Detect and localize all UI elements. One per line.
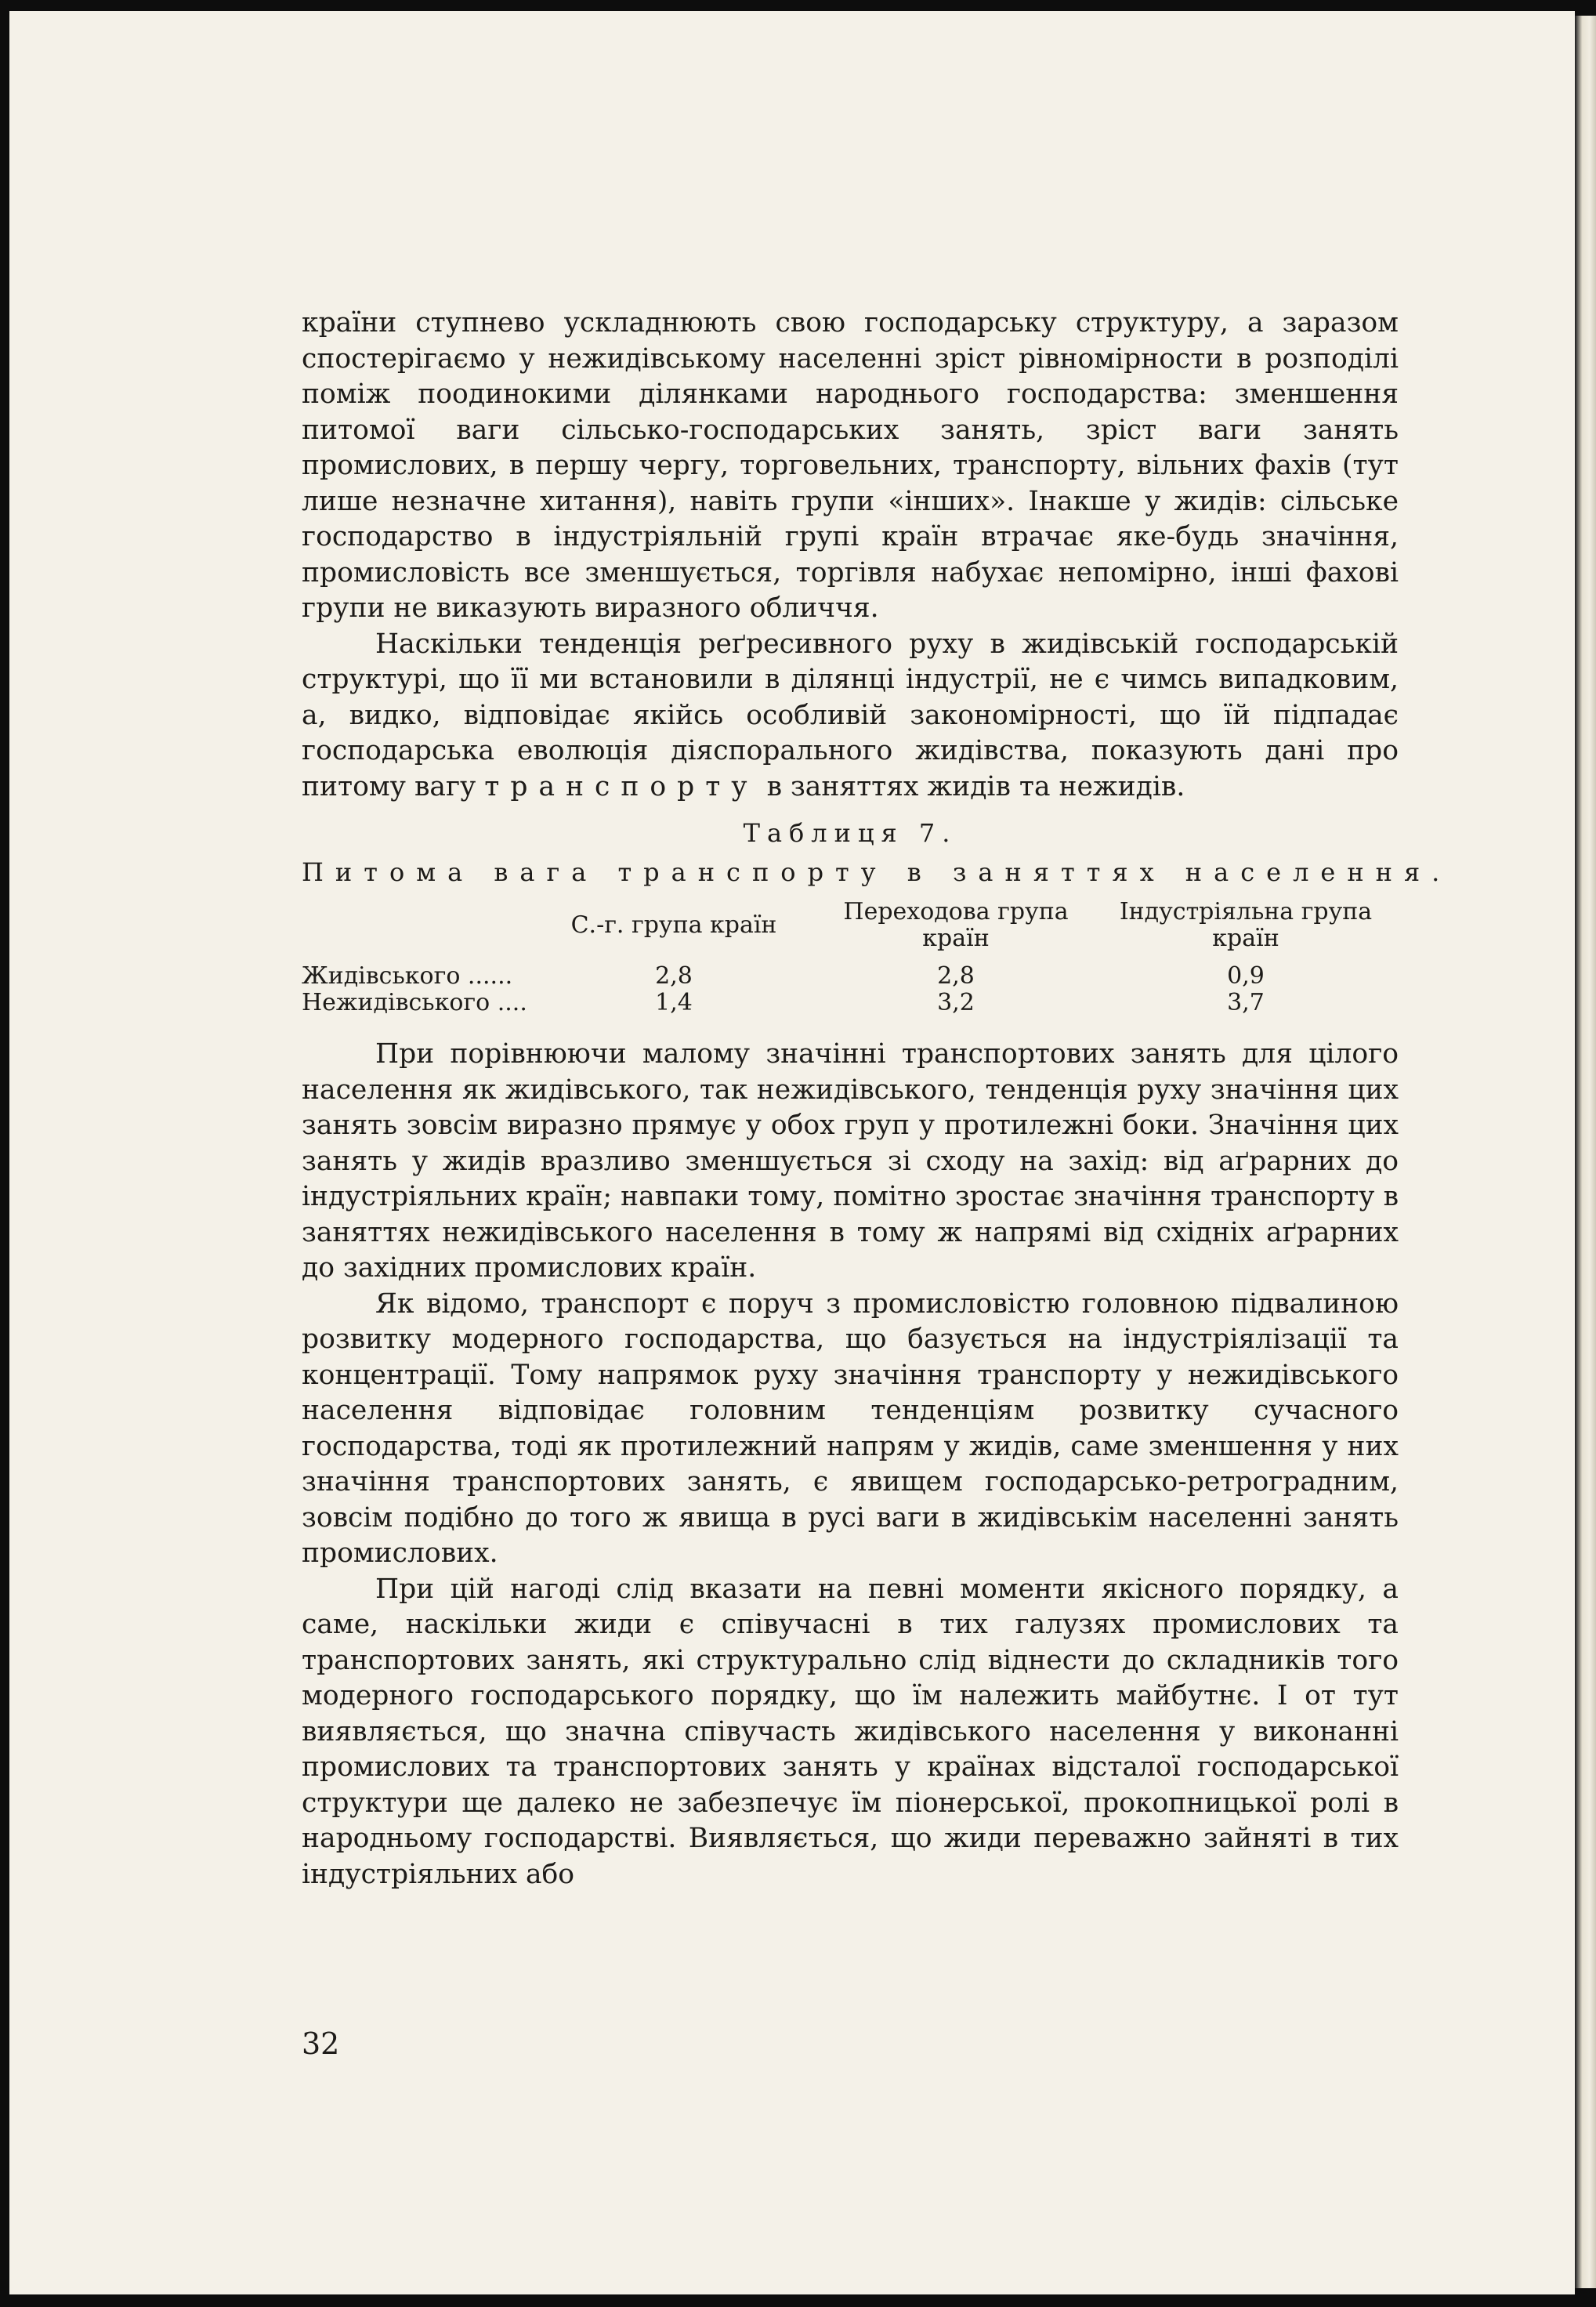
table-corner — [302, 899, 537, 963]
table-row — [302, 963, 1391, 990]
table-title: Таблиця 7. — [743, 818, 957, 848]
table-cell: 0,9 — [1227, 962, 1265, 990]
column-header-agrarian: С.-г. група країн — [570, 911, 777, 939]
paragraph-2 — [302, 627, 1399, 806]
paragraph-5: При цій нагоді слід вказати на певні моменти якісного порядку, а саме, наскільки жиди є співучасні в тих галузях промислових та транспортових занять, які структурально слід віднести до складників того модерного господарського порядку, що їм належить майбутнє. І от тут виявляється, що значна співучасть жидівського населення у виконанні промислових та транспортових занять у країнах відсталої господарської структури ще далеко не забезпечує їм піонерської, прокопницької ролі в народньому господарстві. Виявляється, що жиди переважно зайняті в тих індустріяльних або — [302, 1573, 1399, 1890]
data-table — [302, 899, 1391, 1016]
row-label: Жидівського ...... — [302, 962, 513, 990]
table-cell: 2,8 — [937, 962, 975, 990]
row-label: Нежидівського .... — [302, 989, 527, 1016]
paragraph-3: При порівнюючи малому значінні транспортових занять для цілого населення як жидівського, так нежидівського, тенденція руху значіння цих занять зовсім виразно прямує у обох груп у протилежні боки. Значіння цих занять у жидів вразливо зменшується зі сходу на захід: від аґрарних до індустріяльних країн; навпаки тому, помітно зростає значіння транспорту в заняттях нежидівського населення в тому ж напрямі від східніх аґрарних до західних промислових країн. — [302, 1038, 1399, 1284]
table-cell: 2,8 — [655, 962, 693, 990]
paragraph-2-text: Наскільки тенденція реґресивного руху в жидівській господарській структурі, що її ми встановили в ділянці індустрії, не є чимсь випадковим, а, видко, відповідає якійсь особливій закономірності, що їй підпадає господарська еволюція діяспорального жидівства, показують дані про питому вагу — [302, 628, 1399, 802]
table-header-row — [302, 899, 1391, 963]
paragraph-2-end: в заняттях жидів та нежидів. — [766, 770, 1185, 802]
column-header-industrial: Індустріяльна група країн — [1119, 898, 1373, 952]
table-cell: 1,4 — [655, 989, 693, 1016]
page-body — [302, 306, 1452, 1892]
table-cell: 3,7 — [1227, 989, 1265, 1016]
page-edge — [1575, 16, 1596, 2288]
paragraph-1: країни ступнево ускладнюють свою господарську структуру, а заразом спостерігаємо у нежидівському населенні зріст рівномірности в розподілі поміж поодинокими ділянками народнього господарства: зменшення питомої ваги сільсько-господарських занять, зріст ваги занять промислових, в першу чергу, торговельних, транспорту, вільних фахів (тут лише незначне хитання), навіть групи «інших». Інакше у жидів: сільське господарство в індустріяльній групі країн втрачає яке-будь значіння, промисловість все зменшується, торгівля набухає непомірно, інші фахові групи не виказують виразного обличчя. — [302, 307, 1399, 624]
page-number: 32 — [302, 2026, 340, 2061]
column-header-transitional: Переходова група країн — [843, 898, 1069, 952]
table-subtitle: Питома вага транспорту в заняттях населення. — [302, 857, 1452, 887]
table-cell: 3,2 — [937, 989, 975, 1016]
paragraph-4: Як відомо, транспорт є поруч з промисловістю головною підвалиною розвитку модерного господарства, що базується на індустріялізації та концентрації. Тому напрямок руху значіння транспорту у нежидівського населення відповідає головним тенденціям розвитку сучасного господарства, тоді як протилежний напрям у жидів, саме зменшення у них значіння транспортових занять, є явищем господарсько-ретроградним, зовсім подібно до того ж явища в русі ваги в жидівськім населенні занять промислових. — [302, 1288, 1399, 1569]
table-row — [302, 990, 1391, 1016]
emphasis-transport: транспорту — [484, 770, 758, 802]
